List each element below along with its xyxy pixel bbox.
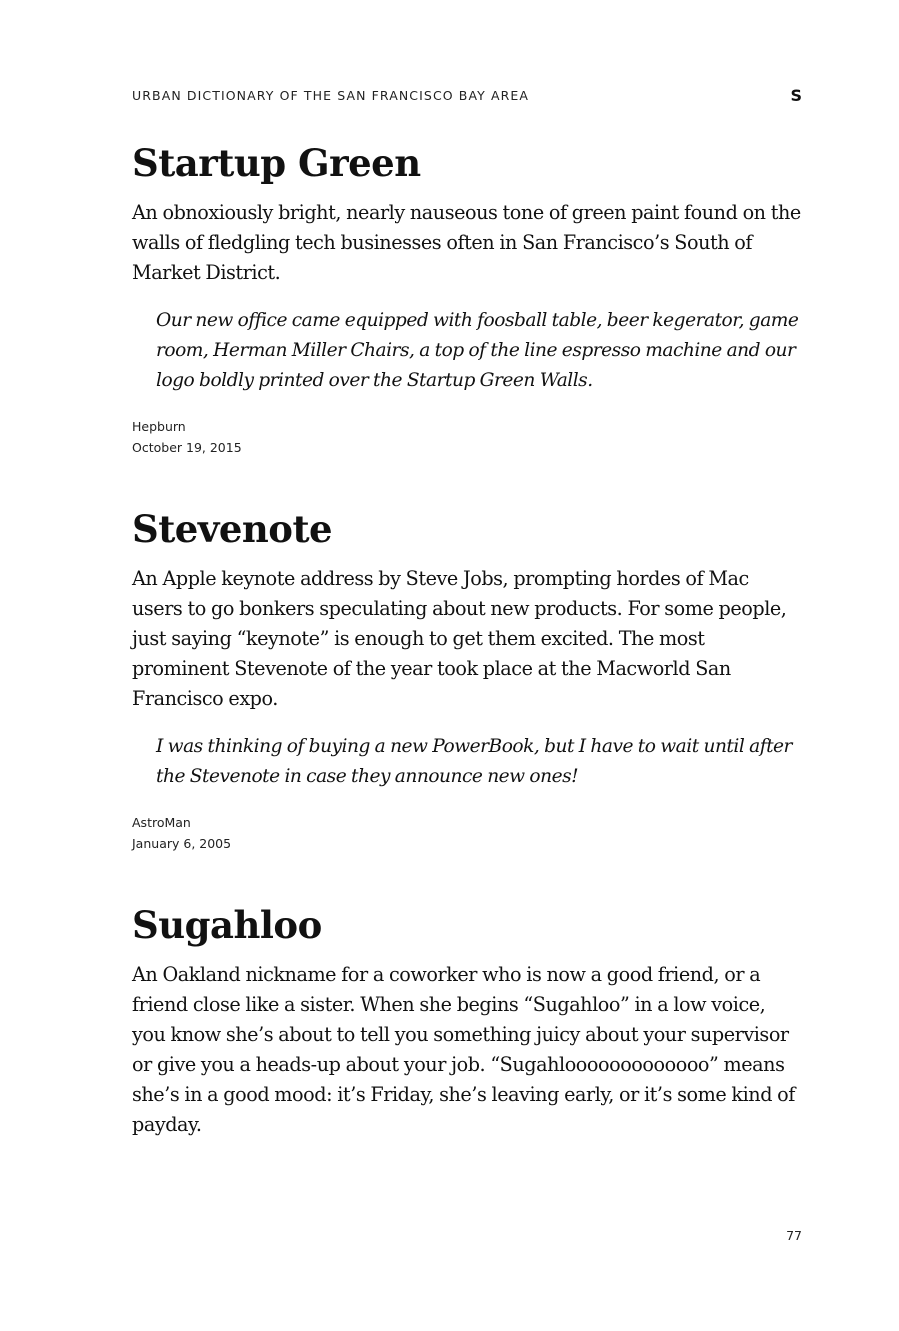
entry-sugahloo: [132, 902, 802, 1140]
entry-definition: An Apple keynote address by Steve Jobs, prompting hordes of Mac users to go bonkers speculating about new products. For some people, just saying “keynote” is enough to get them excited. The most prominent Stevenote of the year took place at the Macworld San Francisco expo.: [132, 567, 787, 710]
entry-definition: An Oakland nickname for a coworker who is now a good friend, or a friend close like a sister. When she begins “Sugahloo” in a low voice, you know she’s about to tell you something juicy about your supervisor or give you a heads-up about your job. “Sugahlooooooooooooo” means she’s in a good mood: it’s Friday, she’s leaving early, or it’s some kind of payday.: [132, 963, 795, 1136]
entry-stevenote: [132, 506, 802, 854]
entry-startup-green: [132, 140, 802, 458]
entry-date: January 6, 2005: [132, 836, 232, 851]
entry-term: Sugahloo: [132, 903, 322, 947]
entry-example: I was thinking of buying a new PowerBook, but I have to wait until after the Stevenote in case they announce new ones!: [156, 736, 792, 787]
entry-term: Stevenote: [132, 507, 333, 551]
book-page: [132, 0, 802, 1331]
entry-meta: [132, 812, 802, 854]
entry-term: Startup Green: [132, 141, 421, 185]
entry-meta: [132, 416, 802, 458]
section-letter: S: [790, 86, 802, 105]
running-header: [132, 86, 802, 108]
entry-example: Our new office came equipped with foosball table, beer kegerator, game room, Herman Miller Chairs, a top of the line espresso machine and our logo boldly printed over the Startup Green Walls.: [156, 310, 799, 391]
entry-author: Hepburn: [132, 419, 186, 434]
entry-date: October 19, 2015: [132, 440, 242, 455]
entry-author: AstroMan: [132, 815, 191, 830]
entry-definition: An obnoxiously bright, nearly nauseous tone of green paint found on the walls of fledgling tech businesses often in San Francisco’s South of Market District.: [132, 201, 801, 284]
book-title: URBAN DICTIONARY OF THE SAN FRANCISCO BAY AREA: [132, 88, 530, 103]
page-number: 77: [786, 1228, 802, 1243]
